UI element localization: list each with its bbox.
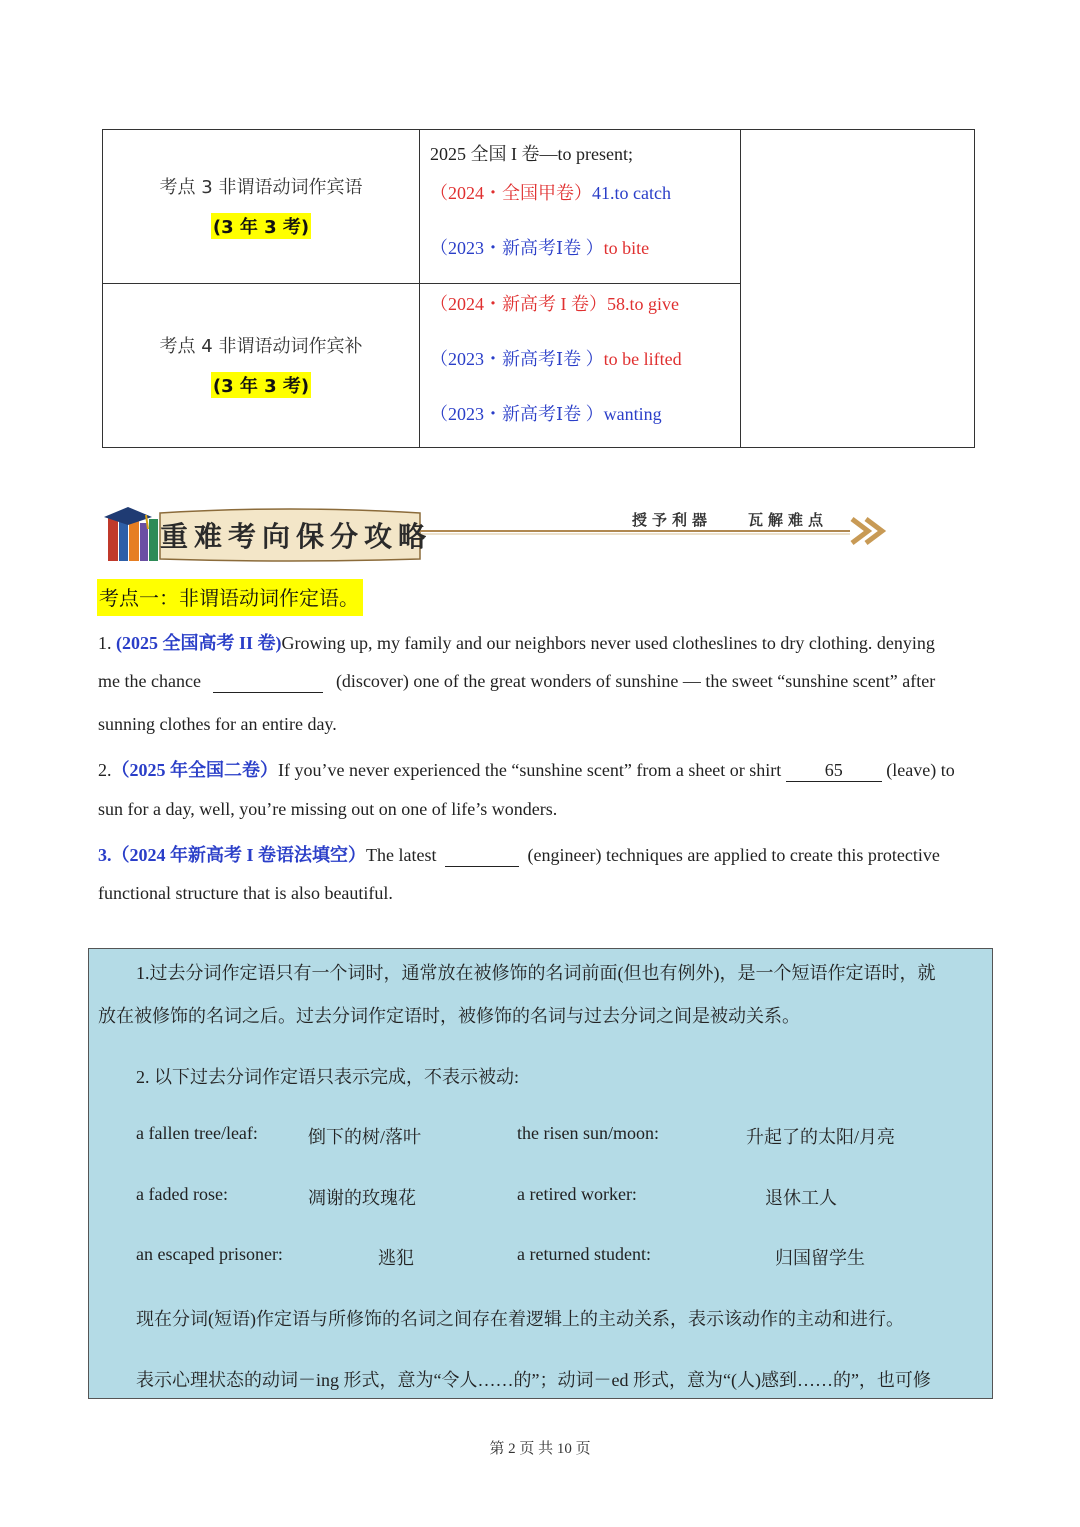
term-en: a returned student: [517, 1244, 651, 1264]
example-source: （2024・全国甲卷） [430, 183, 592, 203]
double-chevron-icon [852, 519, 882, 543]
term-zh: 凋谢的玫瑰花 [308, 1188, 416, 1208]
answer-blank[interactable] [213, 671, 323, 693]
answer-blank[interactable] [445, 845, 519, 867]
topic-count-badge: (3 年 3 考) [211, 213, 311, 239]
term-zh: 退休工人 [765, 1188, 837, 1208]
example-item [430, 140, 633, 166]
section-heading: 考点一：非谓语动词作定语。 [97, 579, 363, 616]
table-cell-topic-4 [103, 332, 419, 398]
example-item [430, 345, 682, 371]
question-1 [98, 629, 935, 655]
note-paragraph: 表示心理状态的动词－ing 形式，意为“令人……的”；动词－ed 形式，意为“(人)感到……的”，也可修 [136, 1370, 931, 1390]
example-source: （2024・新高考 I 卷） [430, 294, 607, 314]
example-answer: 41.to catch [592, 183, 671, 203]
table-divider [103, 283, 740, 284]
note-paragraph: 2. 以下过去分词作定语只表示完成，不表示被动: [136, 1067, 519, 1087]
example-source: 2025 全国 I 卷— [430, 144, 558, 164]
example-item [430, 290, 679, 316]
books-icon [104, 507, 158, 561]
example-item [430, 400, 662, 426]
term-en: a fallen tree/leaf: [136, 1123, 258, 1143]
table-divider [740, 130, 741, 447]
banner-subtitle-left: 授予利器 [632, 511, 713, 529]
question-number: 2. [98, 760, 112, 780]
table-divider [419, 130, 420, 447]
question-source: 3.（2024 年新高考 I 卷语法填空） [98, 845, 367, 865]
term-en: a faded rose: [136, 1184, 228, 1204]
example-answer: to bite [603, 238, 650, 258]
question-number: 1. [98, 633, 116, 653]
banner-subtitle-right: 瓦解难点 [748, 511, 829, 529]
banner-title: 重难考向保分攻略 [160, 520, 433, 553]
table-cell-topic-3 [103, 173, 419, 239]
term-en: the risen sun/moon: [517, 1123, 659, 1143]
term-zh: 倒下的树/落叶 [308, 1127, 422, 1147]
term-zh: 归国留学生 [775, 1248, 865, 1268]
answer-blank[interactable]: 65 [786, 760, 882, 782]
question-text: The latest [366, 845, 437, 865]
question-1-line-3: sunning clothes for an entire day. [98, 714, 337, 734]
example-answer: to be lifted [603, 349, 682, 369]
topic-label: 考点 3 非谓语动词作宾语 [159, 177, 363, 198]
question-2 [98, 756, 955, 782]
example-item [430, 179, 671, 205]
question-text: If you’ve never experienced the “sunshine scent” from a sheet or shirt [278, 760, 782, 780]
term-en: a retired worker: [517, 1184, 637, 1204]
question-text: (discover) one of the great wonders of sunshine — the sweet “sunshine scent” after [335, 671, 936, 691]
question-2-line-2: sun for a day, well, you’re missing out on one of life’s wonders. [98, 799, 558, 819]
example-answer: wanting [603, 404, 662, 424]
topic-label: 考点 4 非谓语动词作宾补 [159, 336, 363, 357]
question-text: (engineer) techniques are applied to create this protective [527, 845, 940, 865]
example-source: （2023・新高考Ⅰ卷 ） [430, 404, 604, 424]
page-footer: 第 2 页 共 10 页 [489, 1441, 591, 1457]
example-source: （2023・新高考Ⅰ卷 ） [430, 349, 604, 369]
question-text: (leave) to [886, 760, 955, 780]
question-3 [98, 841, 940, 867]
note-paragraph: 现在分词(短语)作定语与所修饰的名词之间存在着逻辑上的主动关系，表示该动作的主动和进行。 [136, 1309, 904, 1329]
term-zh: 升起了的太阳/月亮 [746, 1127, 896, 1147]
question-3-line-2: functional structure that is also beautiful. [98, 883, 393, 903]
question-source: (2025 全国高考 II 卷) [116, 633, 282, 653]
example-item [430, 234, 649, 260]
term-en: an escaped prisoner: [136, 1244, 283, 1264]
question-1-line-2 [98, 671, 935, 693]
example-answer: to present; [557, 144, 633, 164]
example-answer: 58.to give [607, 294, 679, 314]
question-text: me the chance [98, 671, 201, 691]
example-source: （2023・新高考Ⅰ卷 ） [430, 238, 604, 258]
question-text: Growing up, my family and our neighbors never used clotheslines to dry clothing. denying [281, 633, 935, 653]
note-paragraph: 放在被修饰的名词之后。过去分词作定语时，被修饰的名词与过去分词之间是被动关系。 [98, 1006, 800, 1026]
question-source: （2025 年全国二卷） [111, 760, 278, 780]
term-zh: 逃犯 [378, 1248, 414, 1268]
topic-count-badge: (3 年 3 考) [211, 372, 311, 398]
note-paragraph: 1.过去分词作定语只有一个词时，通常放在被修饰的名词前面(但也有例外)，是一个短语作定语时，就 [136, 963, 936, 983]
